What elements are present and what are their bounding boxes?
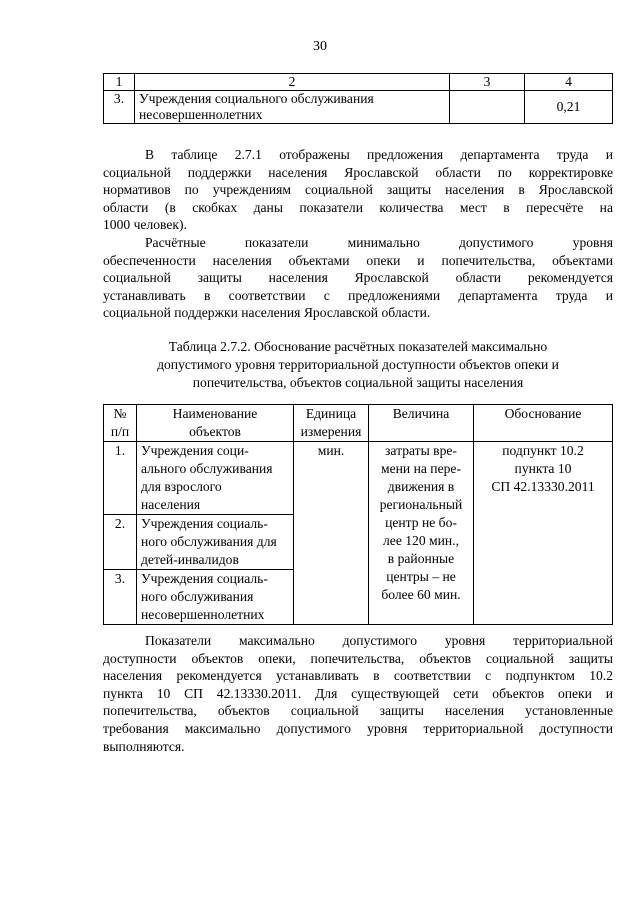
header-num: [104, 405, 137, 442]
cell-text-line: региональный: [379, 497, 463, 512]
text-line: устанавливать в соответствии с предложениями департамента труда и: [103, 287, 613, 303]
cell-text-line: Учреждения соци-: [141, 443, 249, 458]
table-header-row: [104, 74, 613, 91]
cell-text-line: лее 120 мин.,: [383, 533, 459, 548]
header-basis: [474, 405, 613, 442]
header-text: п/п: [110, 424, 130, 439]
text-line: пункта 10 СП 42.13330.2011. Для существующей сети объектов опеки и: [103, 685, 613, 701]
text-line: доступности объектов опеки, попечительства, объектов социальной защиты: [103, 650, 613, 666]
cell-text-line: затраты вре-: [385, 443, 457, 458]
unit-cell: мин.: [294, 442, 369, 625]
row-number-cell: 2.: [104, 515, 137, 570]
header-text: №: [113, 406, 127, 421]
cell-text-line: центр не бо-: [385, 515, 457, 530]
table-caption: [103, 338, 613, 392]
cell-text-line: СП 42.13330.2011: [491, 479, 595, 494]
cell-text-line: мени на пере-: [381, 461, 461, 476]
cell-text-line: ного обслуживания для: [141, 534, 277, 549]
cell-text-line: в районные: [387, 551, 455, 566]
caption-line: Таблица 2.7.2. Обоснование расчётных показателей максимально: [168, 339, 548, 354]
cell-text-line: Учреждения социаль-: [141, 571, 268, 586]
text-line: требования максимально допустимого уровня территориальной доступности: [103, 720, 613, 736]
cell-text-line: пункта 10: [514, 461, 572, 476]
page-number: 30: [313, 39, 327, 54]
institution-name-cell: [135, 91, 450, 124]
institution-name-cell: [137, 442, 294, 515]
column-number-cell: 4: [525, 74, 613, 91]
text-line: 1000 человек).: [103, 217, 187, 233]
table-2-7-2: [103, 404, 613, 625]
cell-text-line: центры – не: [386, 569, 456, 584]
paragraph-max-accessibility: [103, 632, 613, 755]
paragraph-table-2-7-1: [103, 146, 613, 234]
text-line: социальной поддержки населения Ярославской области.: [103, 305, 431, 321]
text-line: населения рекомендуется устанавливать в соответствии с подпунктом 10.2: [103, 668, 613, 684]
header-text: Единица: [305, 406, 357, 421]
cell-text-line: подпункт 10.2: [502, 443, 584, 458]
header-text: объектов: [189, 424, 241, 439]
cell-text-line: движения в: [387, 479, 455, 494]
institution-name-cell: [137, 570, 294, 625]
header-text: Обоснование: [504, 406, 582, 421]
header-text: Наименование: [172, 406, 258, 421]
table-continuation: [103, 73, 613, 124]
cell-text-line: ального обслуживания: [141, 461, 273, 476]
header-text: Величина: [392, 406, 450, 421]
header-name: [137, 405, 294, 442]
header-unit: [294, 405, 369, 442]
text-line: социальной защиты населения Ярославской области рекомендуется: [103, 270, 613, 286]
text-line: Показатели максимально допустимого уровня территориальной: [145, 633, 613, 648]
cell-text-line: населения: [141, 497, 201, 512]
row-number-cell: 1.: [104, 442, 137, 515]
text-line: обеспеченности населения объектами опеки и попечительства, объектами: [103, 252, 613, 268]
table-header-row: [104, 405, 613, 442]
column-number-cell: 2: [135, 74, 450, 91]
caption-line: допустимого уровня территориальной доступности объектов опеки и: [157, 357, 559, 372]
cell-text-line: более 60 мин.: [381, 587, 461, 602]
cell-text-line: несовершеннолетних: [141, 607, 265, 622]
table-row: [104, 442, 613, 515]
row-number-cell: 3.: [104, 91, 135, 124]
header-value: [369, 405, 474, 442]
cell-text-line: Учреждения социаль-: [141, 516, 268, 531]
empty-cell: [450, 91, 525, 124]
cell-text-line: несовершеннолетних: [139, 107, 263, 122]
value-cell: [369, 442, 474, 625]
cell-text-line: для взрослого: [141, 479, 222, 494]
basis-cell: [474, 442, 613, 625]
cell-text-line: ного обслуживания: [141, 589, 254, 604]
institution-name-cell: [137, 515, 294, 570]
text-line: выполняются.: [103, 738, 185, 754]
row-number-cell: 3.: [104, 570, 137, 625]
value-cell: 0,21: [525, 91, 613, 124]
text-line: социальной поддержки населения Ярославской области по корректировке: [103, 164, 613, 180]
header-text: измерения: [300, 424, 362, 439]
paragraph-calculated-indicators: [103, 234, 613, 322]
cell-text-line: детей-инвалидов: [141, 552, 239, 567]
text-line: Расчётные показатели минимально допустимого уровня: [145, 235, 613, 250]
text-line: нормативов по учреждениям социальной защиты населения в Ярославской: [103, 182, 613, 198]
text-line: В таблице 2.7.1 отображены предложения департамента труда и: [145, 147, 613, 162]
text-line: попечительства, объектов социальной защиты населения установленные: [103, 703, 613, 719]
caption-line: попечительства, объектов социальной защиты населения: [192, 375, 524, 390]
column-number-cell: 3: [450, 74, 525, 91]
column-number-cell: 1: [104, 74, 135, 91]
table-row: [104, 91, 613, 124]
cell-text-line: Учреждения социального обслуживания: [139, 91, 374, 106]
text-line: области (в скобках даны показатели количества мест в пересчёте на: [103, 199, 613, 215]
